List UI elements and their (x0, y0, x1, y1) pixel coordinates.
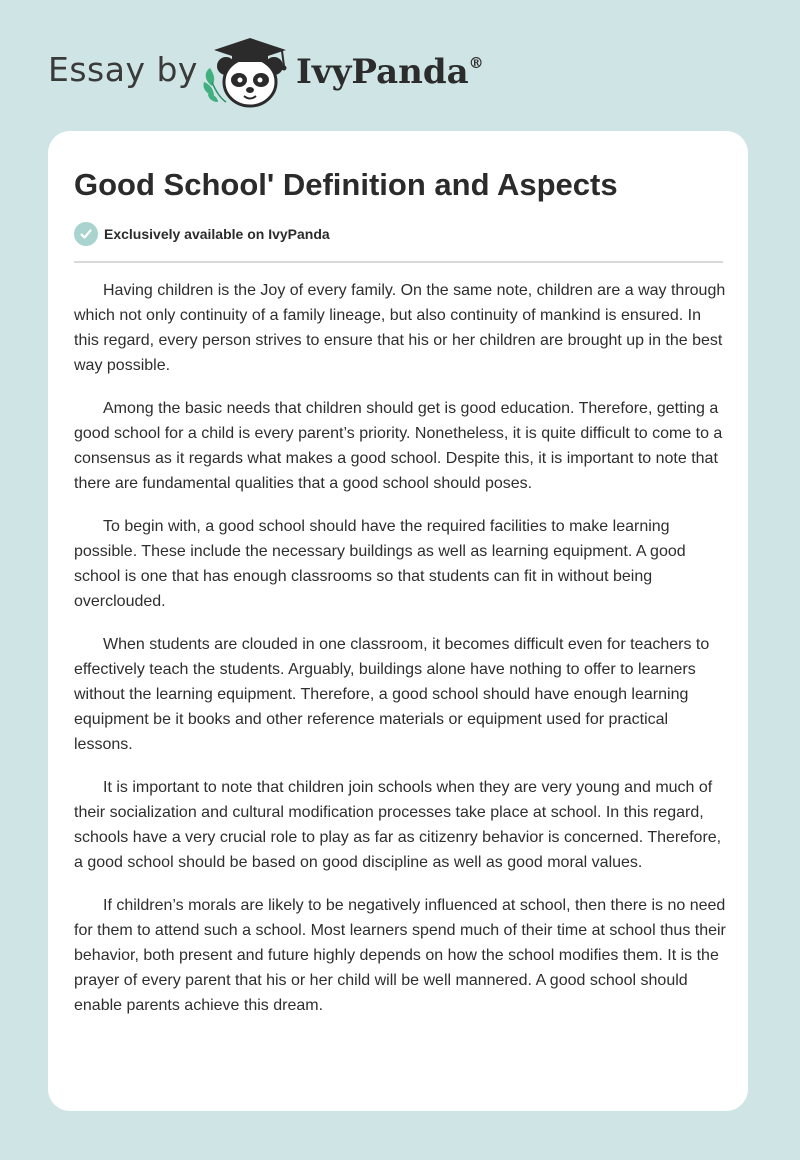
exclusive-label: Exclusively available on IvyPanda (104, 226, 330, 242)
site-header (0, 0, 800, 130)
title-divider (74, 261, 723, 263)
paragraph: To begin with, a good school should have the required facilities to make learning possible. These include the necessary buildings as well as learning equipment. A good school is one that has enough classrooms so that students can fit in without being overclouded. (74, 518, 686, 610)
registered-mark: ® (468, 54, 484, 72)
paragraph: Having children is the Joy of every family. On the same note, children are a way through which not only continuity of a family lineage, but also continuity of mankind is ensured. In this regard, every person strives to ensure that his or her children are brought up in the best way possible. (74, 282, 726, 374)
check-icon (74, 222, 98, 246)
paragraph: Among the basic needs that children should get is good education. Therefore, getting a good school for a child is every parent’s priority. Nonetheless, it is quite difficult to come to a consensus as it regards what makes a good school. Despite this, it is important to note that there are fundamental qualities that a good school should poses. (74, 400, 723, 492)
panda-graduate-icon (198, 36, 290, 110)
brand-name[interactable] (296, 52, 484, 92)
page-title: Good School' Definition and Aspects (74, 167, 618, 202)
essay-body (74, 278, 726, 1036)
paragraph: If children’s morals are likely to be negatively influenced at school, then there is no need for them to attend such a school. Most learners spend much of their time at school thus their behavior, both present and future highly depends on how the school modifies them. It is the prayer of every parent that his or her child will be well mannered. A good school should enable parents achieve this dream. (74, 897, 726, 1014)
essay-by-label: Essay by (48, 50, 198, 89)
paragraph: When students are clouded in one classroom, it becomes difficult even for teachers to effectively teach the students. Arguably, buildings alone have nothing to offer to learners without the learning equipment. Therefore, a good school should have enough learning equipment be it books and other reference materials or equipment used for practical lessons. (74, 636, 710, 753)
paragraph: It is important to note that children join schools when they are very young and much of their socialization and cultural modification processes take place at school. In this regard, schools have a very crucial role to play as far as citizenry behavior is concerned. Therefore, a good school should be based on good discipline as well as good moral values. (74, 779, 722, 871)
brand-label: IvyPanda (296, 52, 469, 92)
exclusive-badge (74, 222, 330, 246)
essay-card (48, 131, 748, 1111)
